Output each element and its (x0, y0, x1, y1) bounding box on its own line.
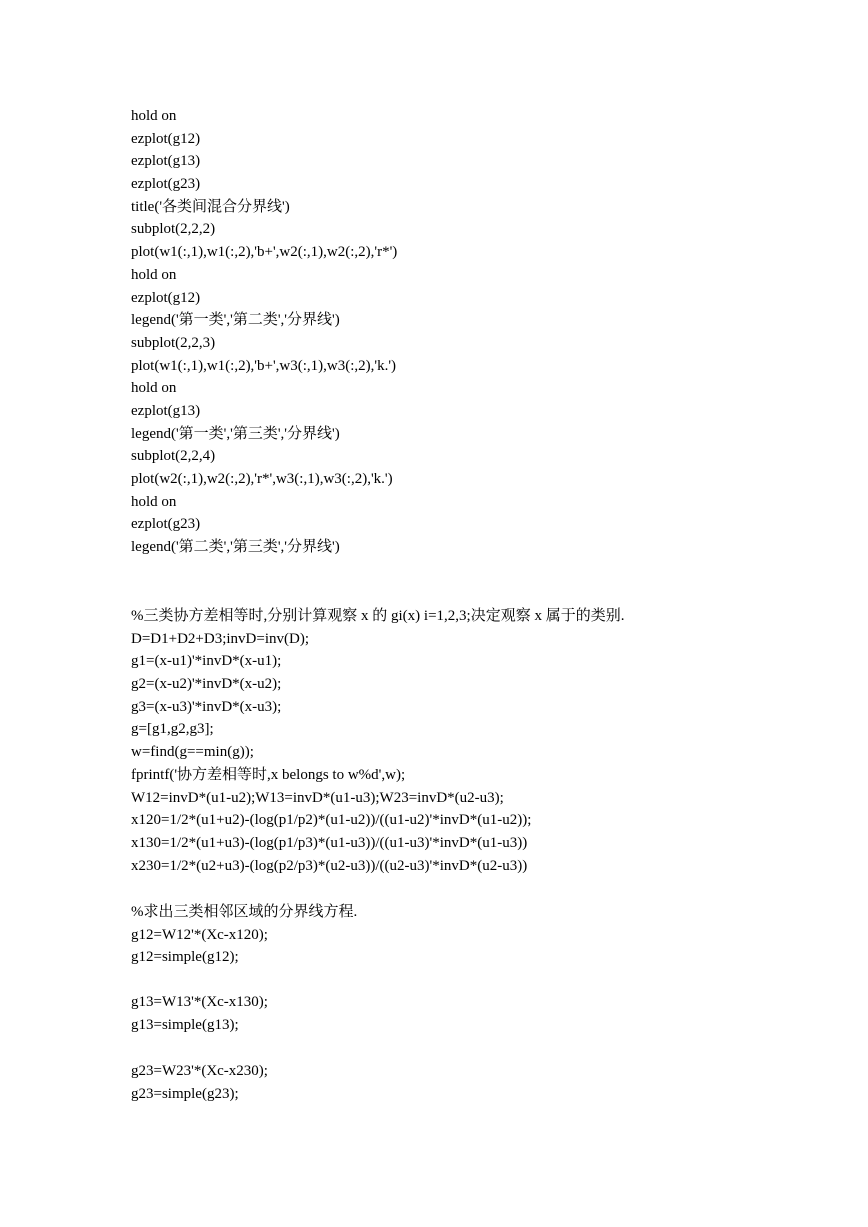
code-line: g1=(x-u1)'*invD*(x-u1); (131, 653, 282, 670)
code-line: hold on (131, 108, 177, 124)
code-line: hold on (131, 266, 177, 283)
code-line: W12=invD*(u1-u2);W13=invD*(u1-u3);W23=invD*(u2-u3); (131, 789, 504, 806)
code-line: ezplot(g13) (131, 402, 201, 419)
code-line: subplot(2,2,4) (131, 448, 216, 465)
code-line: ezplot(g23) (131, 516, 201, 533)
code-line: ezplot(g12) (131, 130, 201, 147)
code-line: legend('第一类','第三类','分界线') (131, 425, 340, 442)
code-line: %三类协方差相等时,分别计算观察 x 的 gi(x) i=1,2,3;决定观察 x 属于的类别. (131, 608, 625, 624)
code-block-classification (131, 605, 624, 877)
code-line: x130=1/2*(u1+u3)-(log(p1/p3)*(u1-u3))/((u1-u3)'*invD*(u1-u3)) (131, 834, 528, 851)
code-line: ezplot(g23) (131, 176, 201, 193)
code-line: legend('第一类','第二类','分界线') (131, 312, 340, 329)
code-line: subplot(2,2,3) (131, 334, 216, 351)
code-line: g13=W13'*(Xc-x130); (131, 994, 268, 1010)
code-line: D=D1+D2+D3;invD=inv(D); (131, 630, 309, 647)
code-block-boundary-g13 (131, 991, 268, 1036)
code-line: x230=1/2*(u2+u3)-(log(p2/p3)*(u2-u3))/((u2-u3)'*invD*(u2-u3)) (131, 857, 528, 874)
code-line: ezplot(g12) (131, 289, 201, 306)
code-line: w=find(g==min(g)); (131, 744, 254, 761)
code-line: fprintf('协方差相等时,x belongs to w%d',w); (131, 766, 406, 783)
code-line: hold on (131, 380, 177, 397)
code-line: g3=(x-u3)'*invD*(x-u3); (131, 698, 282, 715)
code-line: title('各类间混合分界线') (131, 198, 290, 215)
code-line: %求出三类相邻区域的分界线方程. (131, 904, 358, 920)
code-line: g12=W12'*(Xc-x120); (131, 926, 268, 943)
code-block-boundary-g23 (131, 1060, 268, 1105)
code-line: plot(w1(:,1),w1(:,2),'b+',w2(:,1),w2(:,2),'r*') (131, 244, 398, 261)
code-line: g23=W23'*(Xc-x230); (131, 1063, 268, 1079)
code-line: g13=simple(g13); (131, 1016, 239, 1033)
code-block-plotting (131, 105, 397, 559)
code-line: g2=(x-u2)'*invD*(x-u2); (131, 676, 282, 693)
code-line: plot(w2(:,1),w2(:,2),'r*',w3(:,1),w3(:,2),'k.') (131, 471, 393, 487)
code-line: legend('第二类','第三类','分界线') (131, 539, 340, 556)
code-line: plot(w1(:,1),w1(:,2),'b+',w3(:,1),w3(:,2),'k.') (131, 357, 397, 374)
code-line: g12=simple(g12); (131, 949, 239, 966)
code-line: hold on (131, 493, 177, 510)
code-line: x120=1/2*(u1+u2)-(log(p1/p2)*(u1-u2))/((u1-u2)'*invD*(u1-u2)); (131, 812, 532, 829)
code-block-boundary-g12 (131, 901, 357, 969)
code-line: g23=simple(g23); (131, 1085, 239, 1102)
code-line: g=[g1,g2,g3]; (131, 721, 214, 738)
code-line: ezplot(g13) (131, 153, 201, 170)
code-line: subplot(2,2,2) (131, 221, 216, 238)
